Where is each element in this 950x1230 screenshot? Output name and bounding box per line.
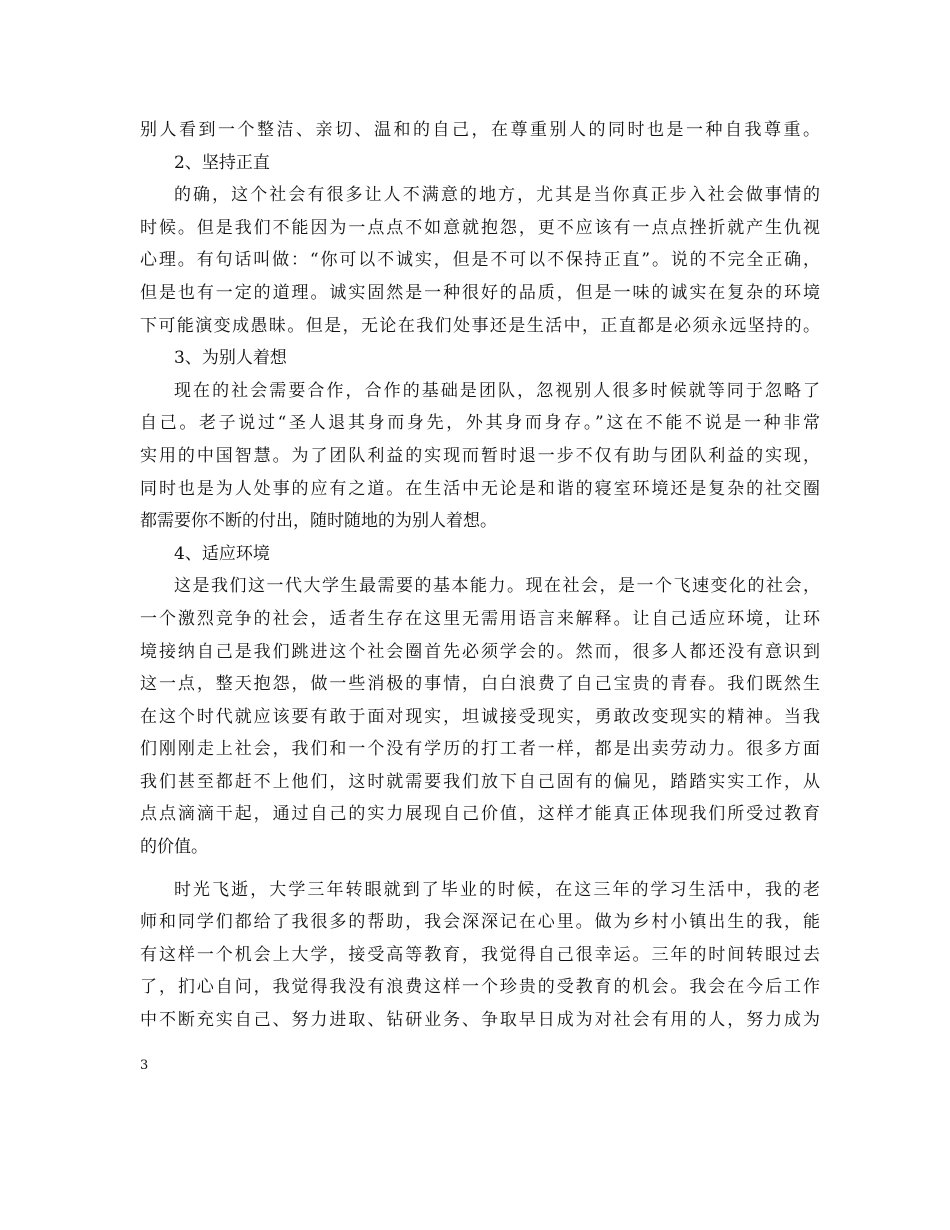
text-line: 自己。老子说过“圣人退其身而身先，外其身而身存。”这在不能不说是一种非常	[140, 413, 820, 434]
text-line: 时候。但是我们不能因为一点点不如意就抱怨，更不应该有一点点挫折就产生仇视	[140, 217, 820, 238]
text-line: 中不断充实自己、努力进取、钻研业务、争取早日成为对社会有用的人，努力成为	[140, 1010, 820, 1031]
text-line: 下可能演变成愚昧。但是，无论在我们处事还是生活中，正直都是必须永远坚持的。	[140, 315, 820, 336]
text-line: 在这个时代就应该要有敢于面对现实，坦诚接受现实，勇敢改变现实的精神。当我	[140, 706, 820, 727]
paragraph-gap	[140, 864, 820, 874]
text-line: 的确，这个社会有很多让人不满意的地方，尤其是当你真正步入社会做事情的	[174, 185, 820, 206]
text-line: 但是也有一定的道理。诚实固然是一种很好的品质，但是一味的诚实在复杂的环境	[140, 282, 820, 303]
text-line: 师和同学们都给了我很多的帮助，我会深深记在心里。做为乡村小镇出生的我，能	[140, 912, 820, 933]
text-line: 我们甚至都赶不上他们，这时就需要我们放下自己固有的偏见，踏踏实实工作，从	[140, 771, 820, 792]
text-line: 有这样一个机会上大学，接受高等教育，我觉得自己很幸运。三年的时间转眼过去	[140, 944, 820, 965]
text-line: 同时也是为人处事的应有之道。在生活中无论是和谐的寝室环境还是复杂的社交圈	[140, 478, 820, 499]
text-line: 这是我们这一代大学生最需要的基本能力。现在社会，是一个飞速变化的社会，	[174, 576, 820, 597]
text-line: 时光飞逝，大学三年转眼就到了毕业的时候，在这三年的学习生活中，我的老	[174, 879, 820, 900]
section-heading: 4、适应环境	[174, 543, 270, 564]
section-heading: 2、坚持正直	[174, 152, 270, 173]
text-line: 实用的中国智慧。为了团队利益的实现而暂时退一步不仅有助与团队利益的实现，	[140, 445, 820, 466]
page-number: 3	[140, 1058, 149, 1073]
text-line: 一个激烈竞争的社会，适者生存在这里无需用语言来解释。让自己适应环境，让环	[140, 608, 820, 629]
text-line: 都需要你不断的付出，随时随地的为别人着想。	[140, 511, 497, 532]
text-line: 们刚刚走上社会，我们和一个没有学历的打工者一样，都是出卖劳动力。很多方面	[140, 739, 820, 760]
text-line: 点点滴滴干起，通过自己的实力展现自己价值，这样才能真正体现我们所受过教育	[140, 804, 820, 825]
text-line: 境接纳自己是我们跳进这个社会圈首先必须学会的。然而，很多人都还没有意识到	[140, 641, 820, 662]
section-heading: 3、为别人着想	[174, 348, 287, 369]
document-body	[140, 114, 820, 1037]
text-line: 的价值。	[140, 837, 208, 858]
text-line: 心理。有句话叫做：“你可以不诚实，但是不可以不保持正直”。说的不完全正确，	[140, 250, 820, 271]
text-line: 别人看到一个整洁、亲切、温和的自己，在尊重别人的同时也是一种自我尊重。	[140, 120, 820, 140]
text-line: 了，扪心自问，我觉得我没有浪费这样一个珍贵的受教育的机会。我会在今后工作	[140, 977, 820, 998]
text-line: 现在的社会需要合作，合作的基础是团队，忽视别人很多时候就等同于忽略了	[174, 380, 820, 401]
text-line: 这一点，整天抱怨，做一些消极的事情，白白浪费了自己宝贵的青春。我们既然生	[140, 674, 820, 695]
